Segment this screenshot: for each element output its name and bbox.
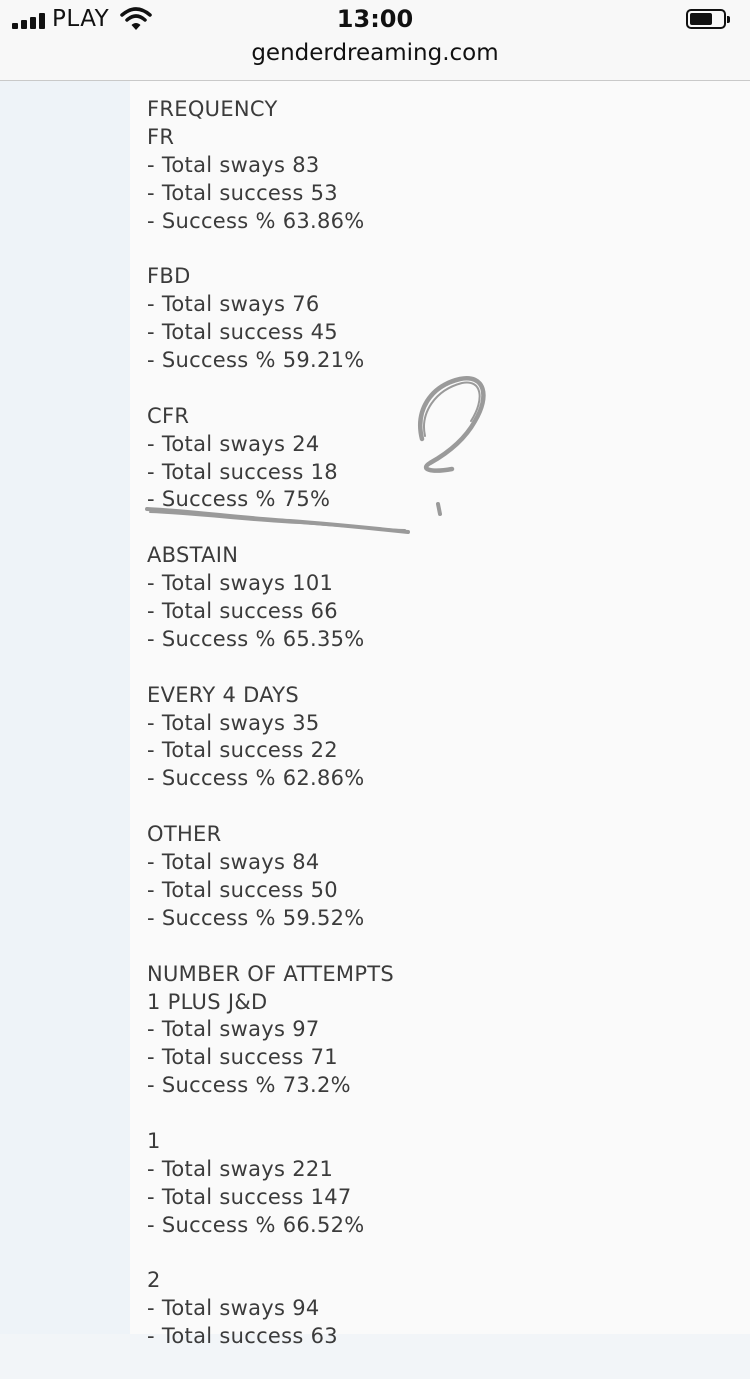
spacer	[147, 235, 737, 263]
status-time: 13:00	[336, 5, 414, 33]
carrier-name: PLAY	[52, 6, 110, 32]
stat-line: - Success % 66.52%	[147, 1212, 365, 1237]
frequency-groups	[147, 124, 737, 961]
stat-line: - Total sways 97	[147, 1017, 320, 1042]
stat-line: - Total sways 24	[147, 431, 320, 456]
stat-line: - Total success 53	[147, 180, 338, 205]
stat-line: - Total success 45	[147, 320, 338, 345]
stat-line: - Total sways 94	[147, 1296, 320, 1321]
section-heading-frequency: FREQUENCY	[147, 97, 278, 121]
stat-line: - Total success 71	[147, 1045, 338, 1070]
left-margin	[0, 81, 130, 1334]
stats-text	[147, 96, 737, 1379]
spacer	[147, 514, 737, 542]
stat-line: - Total success 18	[147, 459, 338, 484]
group-title: CFR	[147, 403, 190, 428]
stat-line: - Total sways 101	[147, 571, 334, 596]
group-title: OTHER	[147, 822, 222, 847]
stat-line: - Total success 66	[147, 599, 338, 624]
page-content	[130, 81, 750, 1349]
stat-line: - Success % 59.21%	[147, 348, 365, 373]
group-title: ABSTAIN	[147, 543, 239, 568]
spacer	[147, 654, 737, 682]
spacer	[147, 933, 737, 961]
stat-line: - Success % 73.2%	[147, 1073, 351, 1098]
stat-line: - Success % 75%	[147, 487, 331, 512]
status-bar	[0, 0, 750, 40]
stat-line: - Total success 63	[147, 1324, 338, 1349]
stat-line: - Total sways 83	[147, 152, 320, 177]
stat-line: - Success % 65.35%	[147, 626, 365, 651]
spacer	[147, 1351, 737, 1379]
section-heading-attempts: NUMBER OF ATTEMPTS	[147, 961, 395, 986]
stat-line: - Total sways 76	[147, 292, 320, 317]
stat-line: - Success % 63.86%	[147, 208, 365, 233]
stat-line: - Success % 62.86%	[147, 766, 365, 791]
stat-line: - Total sways 221	[147, 1156, 334, 1181]
spacer	[147, 1240, 737, 1268]
stat-line: - Total success 22	[147, 738, 338, 763]
stat-line: - Total success 147	[147, 1184, 352, 1209]
group-title: 2	[147, 1268, 161, 1293]
group-title: EVERY 4 DAYS	[147, 682, 299, 707]
attempt-groups	[147, 989, 737, 1379]
group-title: 1 PLUS J&D	[147, 989, 268, 1014]
spacer	[147, 375, 737, 403]
stat-line: - Success % 59.52%	[147, 905, 365, 930]
group-title: 1	[147, 1128, 161, 1153]
address-bar[interactable]	[0, 40, 750, 81]
group-title: FR	[147, 124, 175, 149]
stat-line: - Total success 50	[147, 877, 338, 902]
group-title: FBD	[147, 264, 191, 289]
battery-icon	[686, 9, 730, 31]
spacer	[147, 793, 737, 821]
stat-line: - Total sways 35	[147, 710, 320, 735]
spacer	[147, 1100, 737, 1128]
url-text[interactable]: genderdreaming.com	[251, 40, 499, 66]
stat-line: - Total sways 84	[147, 850, 320, 875]
